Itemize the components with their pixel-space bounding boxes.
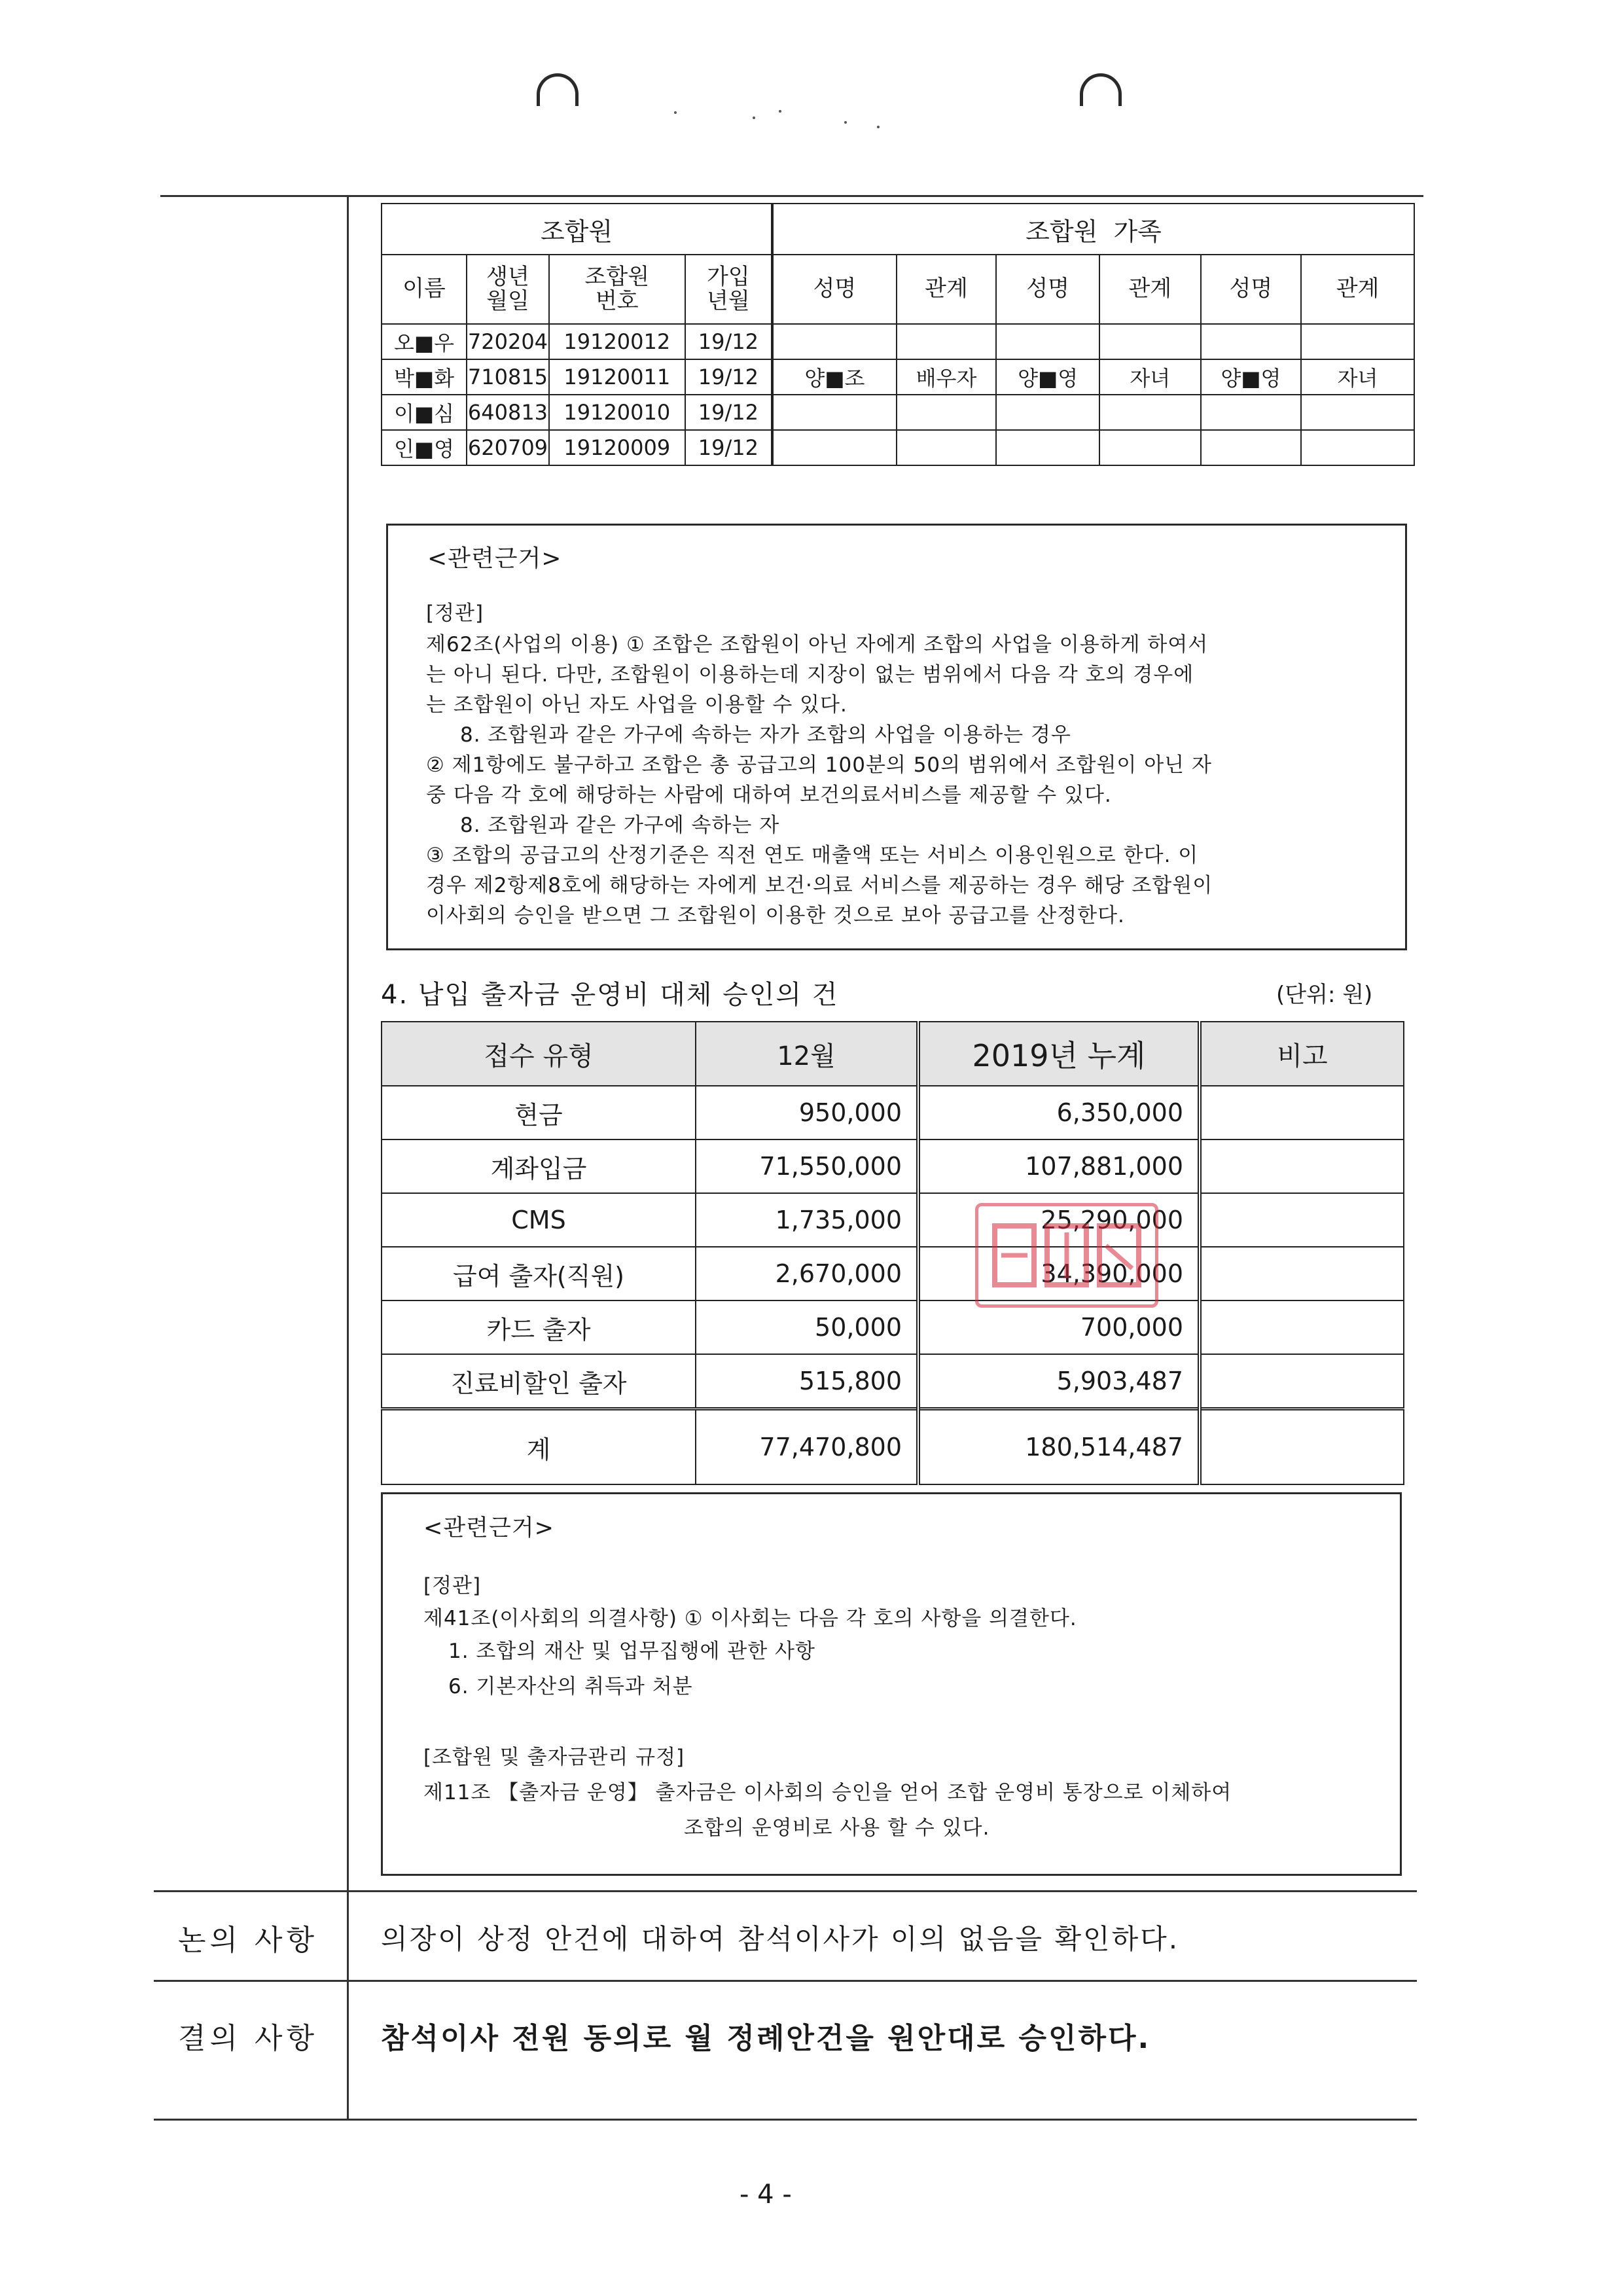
family-cell — [1099, 324, 1201, 359]
binder-hole-right — [1080, 73, 1122, 106]
reference-line: 중 다음 각 호에 해당하는 사람에 대하여 보건의료서비스를 제공할 수 있다. — [426, 783, 1112, 807]
reference-line: ② 제1항에도 불구하고 조합은 총 공급고의 100분의 50의 범위에서 조합원이 아닌 자 — [426, 753, 1212, 777]
family-cell — [897, 430, 996, 465]
frame-label-divider — [347, 195, 349, 2119]
reference-line: 는 조합원이 아닌 자도 사업을 이용할 수 있다. — [426, 693, 847, 717]
fund-type: CMS — [382, 1193, 696, 1247]
scan-speck — [779, 110, 781, 113]
total-note — [1200, 1409, 1404, 1485]
reference-line: 조합의 운영비로 사용 할 수 있다. — [684, 1816, 990, 1840]
table-row — [382, 1300, 1404, 1354]
col-header-birth: 생년 월일 — [467, 255, 549, 324]
fund-note — [1200, 1354, 1404, 1409]
col-header-december: 12월 — [696, 1022, 918, 1086]
fund-type: 현금 — [382, 1086, 696, 1139]
col-header-cumulative: 2019년 누계 — [918, 1022, 1200, 1086]
family-cell — [1301, 430, 1414, 465]
fund-type: 카드 출자 — [382, 1300, 696, 1354]
fund-december: 2,670,000 — [696, 1247, 918, 1300]
member-joined: 19/12 — [685, 359, 772, 395]
reference-line: 제41조(이사회의 의결사항) ① 이사회는 다음 각 호의 사항을 의결한다. — [423, 1607, 1077, 1630]
reference-line: 1. 조합의 재산 및 업무집행에 관한 사항 — [448, 1640, 815, 1663]
family-cell: 자녀 — [1099, 359, 1201, 395]
resolution-text: 참석이사 전원 동의로 월 정례안건을 원안대로 승인하다. — [381, 2022, 1151, 2055]
reference-line: [정관] — [426, 601, 484, 625]
table-row — [382, 324, 1414, 359]
scan-speck — [753, 117, 755, 119]
table-row — [382, 1193, 1404, 1247]
reference-line: 8. 조합원과 같은 가구에 속하는 자가 조합의 사업을 이용하는 경우 — [460, 723, 1071, 747]
family-cell — [1201, 430, 1302, 465]
fund-december: 515,800 — [696, 1354, 918, 1409]
fund-note — [1200, 1193, 1404, 1247]
family-cell — [772, 395, 897, 430]
total-row — [382, 1409, 1404, 1485]
reference-line: 6. 기본자산의 취득과 처분 — [448, 1675, 693, 1698]
red-seal-stamp — [975, 1203, 1158, 1308]
reference-box-articles — [386, 524, 1407, 950]
section-title: 4. 납입 출자금 운영비 대체 승인의 건 — [381, 980, 839, 1010]
fund-december: 950,000 — [696, 1086, 918, 1139]
fund-cumulative: 6,350,000 — [918, 1086, 1200, 1139]
scan-speck — [877, 126, 880, 128]
fund-note — [1200, 1139, 1404, 1193]
fund-type: 진료비할인 출자 — [382, 1354, 696, 1409]
page-number: - 4 - — [740, 2179, 792, 2210]
member-name: 박■화 — [382, 359, 467, 395]
table-row — [382, 1247, 1404, 1300]
binder-hole-left — [537, 73, 579, 106]
col-header-number: 조합원 번호 — [549, 255, 685, 324]
family-cell — [1099, 430, 1201, 465]
fund-type: 계좌입금 — [382, 1139, 696, 1193]
member-name: 이■심 — [382, 395, 467, 430]
reference-line: [정관] — [423, 1574, 482, 1598]
family-cell — [772, 324, 897, 359]
family-cell: 양■영 — [996, 359, 1099, 395]
frame-top-rule — [160, 195, 1423, 197]
fund-cumulative: 700,000 — [918, 1300, 1200, 1354]
reference-line: [조합원 및 출자금관리 규정] — [423, 1746, 685, 1769]
member-name: 오■우 — [382, 324, 467, 359]
resolution-label: 결의 사항 — [178, 2022, 319, 2055]
fund-cumulative: 107,881,000 — [918, 1139, 1200, 1193]
total-label: 계 — [382, 1409, 696, 1485]
member-number: 19120009 — [549, 430, 685, 465]
col-header-family-name: 성명 — [996, 255, 1099, 324]
members-group-header: 조합원 — [382, 204, 772, 255]
scan-speck — [674, 111, 677, 114]
reference-box-bylaws — [381, 1492, 1402, 1876]
table-row — [382, 1086, 1404, 1139]
member-number: 19120010 — [549, 395, 685, 430]
member-number: 19120012 — [549, 324, 685, 359]
family-cell — [996, 395, 1099, 430]
seal-mark-icon — [988, 1216, 1145, 1295]
fund-note — [1200, 1300, 1404, 1354]
fund-cumulative: 25,290,000 — [918, 1193, 1200, 1247]
family-cell — [996, 430, 1099, 465]
member-number: 19120011 — [549, 359, 685, 395]
family-cell — [772, 430, 897, 465]
col-header-family-name: 성명 — [1201, 255, 1302, 324]
fund-cumulative: 5,903,487 — [918, 1354, 1200, 1409]
reference-line: 8. 조합원과 같은 가구에 속하는 자 — [460, 814, 780, 837]
member-joined: 19/12 — [685, 430, 772, 465]
col-header-name: 이름 — [382, 255, 467, 324]
table-row — [382, 1139, 1404, 1193]
col-header-family-relation: 관계 — [1301, 255, 1414, 324]
member-birth: 710815 — [467, 359, 549, 395]
member-birth: 720204 — [467, 324, 549, 359]
col-header-family-name: 성명 — [772, 255, 897, 324]
fund-note — [1200, 1086, 1404, 1139]
family-cell — [897, 395, 996, 430]
fund-note — [1200, 1247, 1404, 1300]
total-cumulative: 180,514,487 — [918, 1409, 1200, 1485]
col-header-type: 접수 유형 — [382, 1022, 696, 1086]
unit-label: (단위: 원) — [1276, 982, 1373, 1008]
member-name: 인■영 — [382, 430, 467, 465]
table-row — [382, 430, 1414, 465]
reference-line: ③ 조합의 공급고의 산정기준은 직전 연도 매출액 또는 서비스 이용인원으로 한다. 이 — [426, 844, 1199, 867]
discussion-label: 논의 사항 — [178, 1924, 319, 1957]
family-cell — [996, 324, 1099, 359]
family-cell: 양■영 — [1201, 359, 1302, 395]
scan-speck — [844, 121, 847, 124]
family-group-header: 조합원 가족 — [772, 204, 1414, 255]
family-cell: 양■조 — [772, 359, 897, 395]
family-cell — [1301, 324, 1414, 359]
col-header-note: 비고 — [1200, 1022, 1404, 1086]
family-cell — [1099, 395, 1201, 430]
fund-december: 71,550,000 — [696, 1139, 918, 1193]
table-row — [382, 1354, 1404, 1409]
total-december: 77,470,800 — [696, 1409, 918, 1485]
reference-title: <관련근거> — [427, 545, 562, 572]
family-cell — [1201, 324, 1302, 359]
col-header-family-relation: 관계 — [897, 255, 996, 324]
member-birth: 640813 — [467, 395, 549, 430]
frame-rule-resolution — [154, 1980, 1417, 1982]
family-cell — [897, 324, 996, 359]
fund-cumulative: 34,390,000 — [918, 1247, 1200, 1300]
member-birth: 620709 — [467, 430, 549, 465]
discussion-text: 의장이 상정 안건에 대하여 참석이사가 이의 없음을 확인하다. — [381, 1923, 1180, 1955]
family-cell — [1201, 395, 1302, 430]
member-table — [381, 203, 1415, 466]
col-header-family-relation: 관계 — [1099, 255, 1201, 324]
reference-line: 경우 제2항제8호에 해당하는 자에게 보건·의료 서비스를 제공하는 경우 해당 조합원이 — [426, 874, 1213, 897]
fund-type: 급여 출자(직원) — [382, 1247, 696, 1300]
family-cell — [1301, 395, 1414, 430]
member-joined: 19/12 — [685, 395, 772, 430]
member-joined: 19/12 — [685, 324, 772, 359]
reference-title: <관련근거> — [423, 1515, 554, 1541]
reference-line: 제62조(사업의 이용) ① 조합은 조합원이 아닌 자에게 조합의 사업을 이용하게 하여서 — [426, 633, 1209, 656]
table-row — [382, 395, 1414, 430]
fund-december: 50,000 — [696, 1300, 918, 1354]
table-row — [382, 359, 1414, 395]
reference-line: 는 아니 된다. 다만, 조합원이 이용하는데 지장이 없는 범위에서 다음 각 호의 경우에 — [426, 663, 1194, 687]
fund-table — [381, 1021, 1404, 1485]
frame-bottom-rule — [154, 2119, 1417, 2121]
fund-december: 1,735,000 — [696, 1193, 918, 1247]
family-cell: 배우자 — [897, 359, 996, 395]
frame-rule-discussion — [154, 1890, 1417, 1892]
reference-line: 이사회의 승인을 받으면 그 조합원이 이용한 것으로 보아 공급고를 산정한다. — [426, 904, 1125, 927]
reference-line: 제11조 【출자금 운영】 출자금은 이사회의 승인을 얻어 조합 운영비 통장으로 이체하여 — [423, 1781, 1232, 1804]
family-cell: 자녀 — [1301, 359, 1414, 395]
col-header-joined: 가입 년월 — [685, 255, 772, 324]
